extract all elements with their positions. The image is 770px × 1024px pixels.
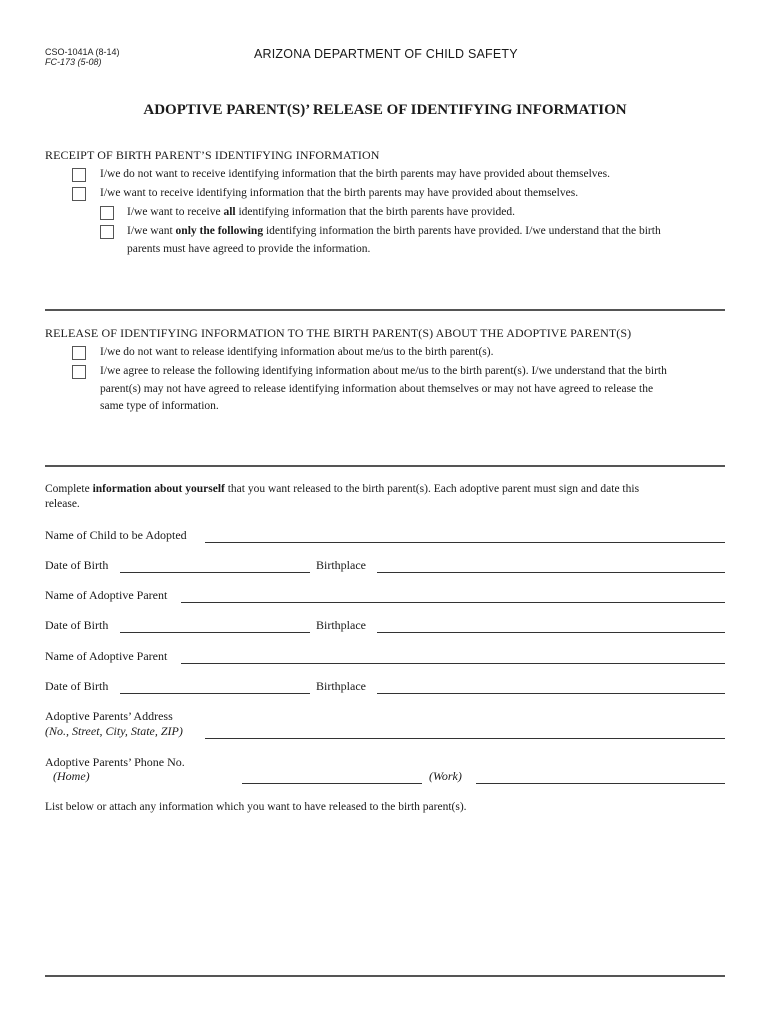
release-agree-line3: same type of information. [100,400,219,412]
parent-2-dob-field[interactable] [120,681,310,694]
bottom-divider [45,975,725,977]
phone-home-field[interactable] [242,771,422,784]
receipt-only-text-bold: only the following [175,225,264,237]
child-dob-label: Date of Birth [45,558,109,572]
child-birthplace-label: Birthplace [316,558,366,572]
agency-name: ARIZONA DEPARTMENT OF CHILD SAFETY [254,47,518,61]
phone-label: Adoptive Parents’ Phone No. [45,755,185,769]
receipt-all-text-post: identifying information that the birth parents have provided. [235,206,516,218]
receipt-all-label [127,204,515,222]
phone-home-label: (Home) [53,769,90,783]
parent-2-dob-label: Date of Birth [45,679,109,693]
parent-1-dob-label: Date of Birth [45,618,109,632]
child-name-field[interactable] [205,530,725,543]
form-title: ADOPTIVE PARENT(S)’ RELEASE OF IDENTIFYING INFORMATION [143,102,627,118]
release-no-checkbox[interactable] [72,346,86,360]
child-name-label: Name of Child to be Adopted [45,528,187,542]
receipt-all-text-bold: all [223,206,236,218]
form-code [45,47,120,67]
child-birthplace-field[interactable] [377,560,725,573]
release-no-label: I/we do not want to release identifying information about me/us to the birth parent(s). [100,346,494,358]
child-dob-field[interactable] [120,560,310,573]
form-code-primary: CSO-1041A (8-14) [45,47,120,57]
address-label: Adoptive Parents’ Address [45,709,173,723]
receipt-only-text-pre: I/we want [127,225,176,237]
parent-1-dob-field[interactable] [120,620,310,633]
parent-2-birthplace-label: Birthplace [316,679,366,693]
receipt-all-checkbox[interactable] [100,206,114,220]
parent-1-birthplace-field[interactable] [377,620,725,633]
parent-1-birthplace-label: Birthplace [316,618,366,632]
phone-work-field[interactable] [476,771,725,784]
receipt-only-following-checkbox[interactable] [100,225,114,239]
section-divider [45,309,725,311]
receipt-no-checkbox[interactable] [72,168,86,182]
complete-text-line2: release. [45,498,80,510]
address-field[interactable] [205,726,725,739]
release-agree-line2: parent(s) may not have agreed to release identifying information about themselves or may not have agreed to release the [100,382,654,395]
receipt-only-following-label [127,223,661,258]
receipt-heading: RECEIPT OF BIRTH PARENT’S IDENTIFYING INFORMATION [45,148,380,162]
release-agree-label [100,363,667,416]
complete-text-pre: Complete [45,483,93,495]
list-instructions: List below or attach any information which you want to have released to the birth parent(s). [45,801,467,813]
release-agree-checkbox[interactable] [72,365,86,379]
receipt-only-text-line2: parents must have agreed to provide the information. [127,242,371,255]
adoptive-parent-2-label: Name of Adoptive Parent [45,649,168,663]
parent-2-birthplace-field[interactable] [377,681,725,694]
adoptive-parent-1-label: Name of Adoptive Parent [45,588,168,602]
form-code-secondary: FC-173 (5-08) [45,57,102,67]
section-divider [45,465,725,467]
receipt-yes-checkbox[interactable] [72,187,86,201]
release-agree-line1: I/we agree to release the following identifying information about me/us to the birth parent(s). I/we understand that the birth [100,365,667,377]
address-hint: (No., Street, City, State, ZIP) [45,724,183,738]
receipt-no-label: I/we do not want to receive identifying information that the birth parents may have provided about themselves. [100,168,611,180]
receipt-only-text-post: identifying information the birth parents have provided. I/we understand that the birth [263,225,661,237]
complete-text-post: that you want released to the birth parent(s). Each adoptive parent must sign and date this [224,483,640,495]
adoptive-parent-2-field[interactable] [181,651,725,664]
complete-text-bold: information about yourself [92,483,225,495]
release-heading: RELEASE OF IDENTIFYING INFORMATION TO THE BIRTH PARENT(S) ABOUT THE ADOPTIVE PARENT(S) [45,326,632,340]
receipt-all-text-pre: I/we want to receive [127,206,224,218]
receipt-yes-label: I/we want to receive identifying information that the birth parents may have provided about themselves. [100,187,579,199]
complete-instructions [45,482,639,512]
adoptive-parent-1-field[interactable] [181,590,725,603]
phone-work-label: (Work) [429,769,462,783]
